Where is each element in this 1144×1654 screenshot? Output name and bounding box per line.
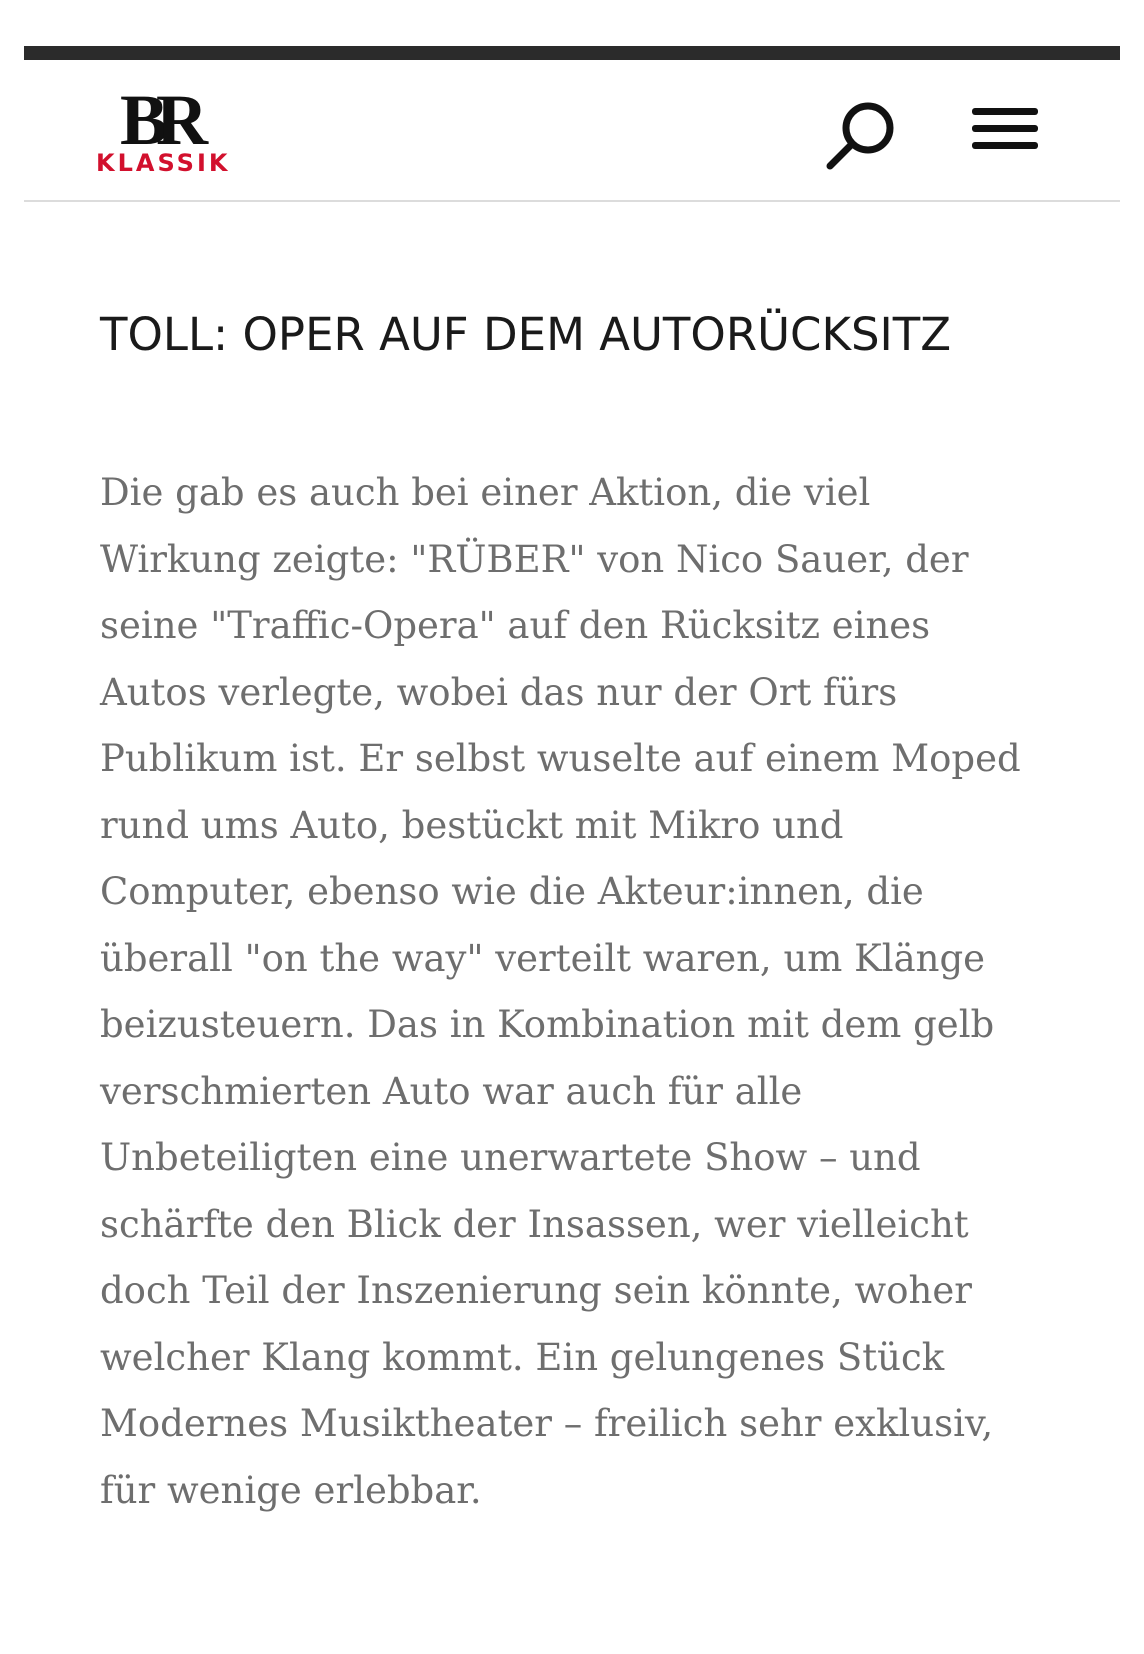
article-body: Die gab es auch bei einer Aktion, die viel Wirkung zeigte: "RÜBER" von Nico Sauer, der seine "Traffic-Opera" auf den Rücksitz eines Autos verlegte, wobei das nur der Ort fürs Publikum ist. Er selbst wuselte auf einem Moped rund ums Auto, bestückt mit Mikro und Computer, ebenso wie die Akteur:innen, die überall "on the way" verteilt waren, um Klänge beizusteuern. Das in Kombination mit dem gelb verschmierten Auto war auch für alle Unbeteiligten eine unerwartete Show – und schärfte den Blick der Insassen, wer vielleicht doch Teil der Inszenierung sein könnte, woher welcher Klang kommt. Ein gelungenes Stück Modernes Musiktheater – freilich sehr exklusiv, für wenige erlebbar. [100,471,1021,1512]
article-title: TOLL: OPER AUF DEM AUTORÜCKSITZ [100,308,952,361]
br-klassik-logo[interactable] [96,80,256,184]
search-icon [822,98,902,178]
top-divider-bar [24,46,1120,60]
site-header [24,60,1120,202]
hamburger-menu-icon [968,106,1044,166]
article-content [100,300,1060,1524]
logo-klassik-text: KLASSIK [96,149,231,177]
search-button[interactable] [822,98,902,178]
menu-button[interactable] [968,106,1044,166]
logo-br-text: BR [120,80,197,160]
